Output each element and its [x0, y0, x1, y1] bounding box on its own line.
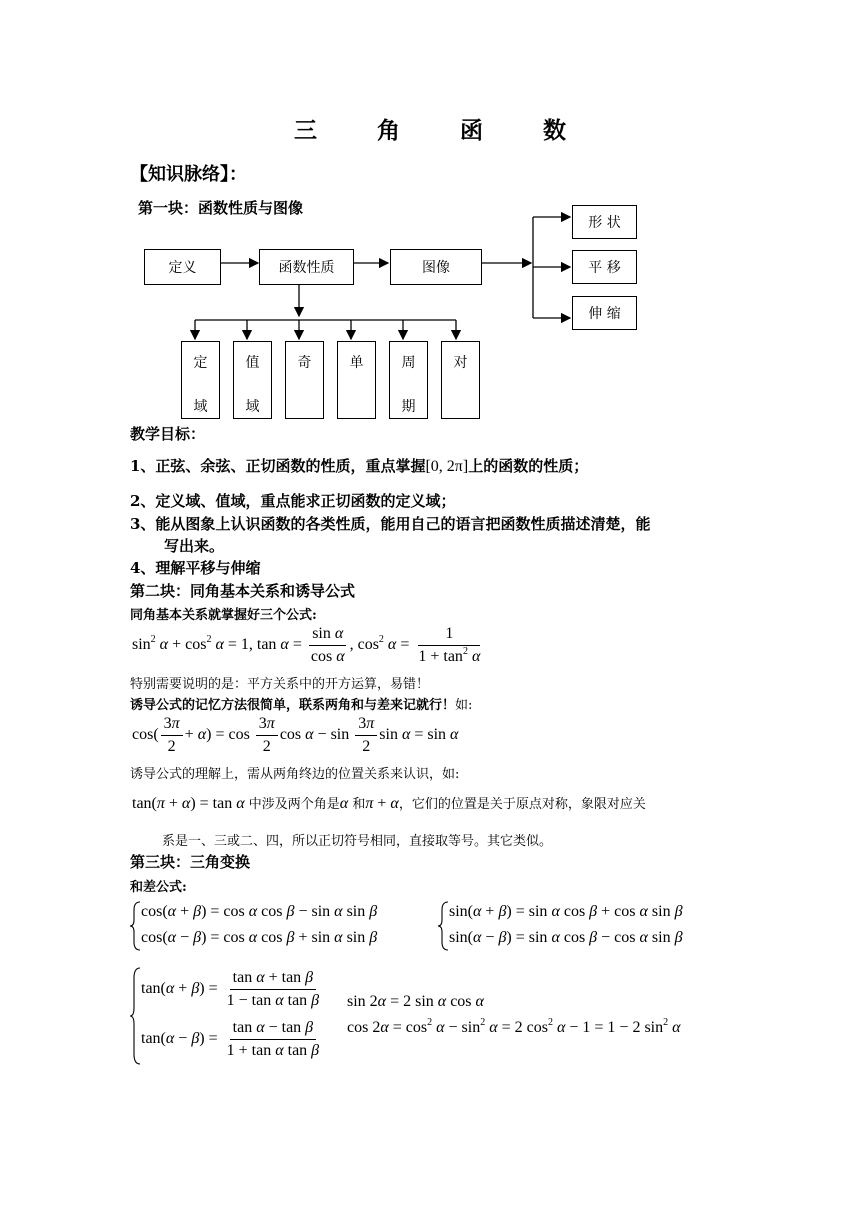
goal-2: 2、定义域、值域，重点能求正切函数的定义域；: [130, 492, 456, 510]
property-box-top: 周: [401, 355, 416, 371]
sum-diff-heading: 和差公式:: [130, 880, 187, 895]
properties-box: [259, 249, 354, 285]
induction-understanding: 诱导公式的理解上，需从两角终边的位置关系来认识，如:: [130, 767, 460, 782]
property-box-bottom: 域: [193, 399, 208, 415]
double-angle-sin-formula: sin 2α = 2 sin α cos α: [347, 993, 484, 1010]
cos-sum-formula: cos(α + β) = cos α cos β − sin α sin β: [141, 903, 378, 920]
induction-example-formula: cos( $\frac{3\pi}{2}$ + α) = cos $\frac{3\pi}{2}$ cos α − sin $\frac{3\pi}{2}$ sin α = sin α: [132, 715, 459, 755]
properties-label: 函数性质: [278, 260, 335, 276]
sin-diff-formula: sin(α − β) = sin α cos β − cos α sin β: [449, 929, 683, 946]
block2-intro: 同角基本关系就掌握好三个公式:: [130, 608, 317, 623]
property-box-period: [389, 341, 428, 419]
graph-label: 图像: [422, 260, 450, 276]
shape-label: 形 状: [588, 215, 621, 231]
tan-text-3: ，它们的位置是关于原点对称，象限对应关: [398, 797, 646, 812]
goal-4: 4、理解平移与伸缩: [130, 559, 261, 577]
property-box-top: 定: [193, 355, 208, 371]
tan-diff-formula: tan(α − β) = $\frac{\text{tan α − tan β}}{\text{1 + tan α tan β}}$: [141, 1019, 320, 1059]
property-box-top: 奇: [297, 355, 312, 371]
brace-tan-sum: [128, 966, 142, 1066]
cos-diff-formula: cos(α − β) = cos α cos β + sin α sin β: [141, 929, 378, 946]
property-box-domain: [181, 341, 220, 419]
property-box-top: 单: [349, 355, 364, 371]
goal-3-line1: 3、能从图象上认识函数的各类性质，能用自己的语言把函数性质描述清楚，能: [130, 515, 651, 533]
induction-memory-tail: 如:: [455, 698, 473, 713]
property-box-bottom: 域: [245, 399, 260, 415]
definition-label: 定义: [168, 260, 197, 276]
note-square-root: 特别需要说明的是：平方关系中的开方运算，易错！: [130, 677, 430, 692]
brace-sin-sum: [436, 900, 450, 952]
tan-sum-formula: tan(α + β) = $\frac{\text{tan α + tan β}}{\text{1 − tan α tan β}}$: [141, 969, 320, 1009]
tan-example-line2: 系是一、三或二、四，所以正切符号相同，直接取等号。其它类似。: [162, 834, 553, 849]
shape-box: [572, 205, 637, 239]
translate-box: [572, 250, 637, 284]
tan-example-line: tan(π + α) = tan α 中涉及两个角是α 和π + α，它们的位置是关于原点对称，象限对应关: [132, 795, 646, 812]
goals-heading: 教学目标：: [130, 425, 206, 443]
tan-text-2: 和: [352, 797, 366, 812]
pythagorean-identity-formula: $\sin^2 \alpha + \cos^2 \alpha = 1$, tan α = $\frac{\text{sin α}}{\text{cos α}}$ , $\cos^2 \alpha$ = $\frac{1}{1 + \tan^2 \alpha}$: [132, 625, 481, 665]
goal-1-interval: [0, 2π]: [425, 458, 469, 475]
translate-label: 平 移: [588, 260, 621, 276]
goal-1-pre: 1、正弦、余弦、正切函数的性质，重点掌握: [130, 457, 426, 475]
brace-cos-sum: [128, 900, 142, 952]
property-box-bottom: 期: [401, 399, 416, 415]
stretch-label: 伸 缩: [588, 306, 621, 322]
stretch-box: [572, 296, 637, 330]
page-title: 三 角 函 数: [293, 117, 593, 144]
block2-heading: 第二块：同角基本关系和诱导公式: [130, 582, 356, 600]
tan-text-1: 中涉及两个角是: [248, 797, 340, 812]
property-box-top: 值: [245, 355, 260, 371]
double-angle-cos-formula: $\cos 2\alpha = \cos^2 \alpha - \sin^2 \alpha = 2$ $\cos^2 \alpha - 1 = 1 - 2$ $\sin^2 \alpha$: [347, 1017, 681, 1036]
goal-3-line2: 写出来。: [164, 537, 225, 555]
goal-1: [130, 455, 588, 476]
knowledge-heading: 【知识脉络】：: [130, 164, 247, 185]
induction-memory-bold: 诱导公式的记忆方法很简单，联系两角和与差来记就行！: [130, 698, 456, 713]
graph-box: [390, 249, 482, 285]
property-box-range: [233, 341, 272, 419]
induction-memory-tip: [130, 694, 472, 713]
block1-heading: 第一块：函数性质与图像: [138, 199, 304, 217]
sin-sum-formula: sin(α + β) = sin α cos β + cos α sin β: [449, 903, 683, 920]
goal-1-post: 上的函数的性质；: [468, 457, 589, 475]
property-box-monotone: [337, 341, 376, 419]
property-box-symmetry: [441, 341, 480, 419]
property-box-top: 对: [453, 355, 468, 371]
block3-heading: 第三块：三角变换: [130, 853, 251, 871]
flow-diagram-connectors: [0, 0, 860, 430]
property-box-odd: [285, 341, 324, 419]
definition-box: [144, 249, 221, 285]
